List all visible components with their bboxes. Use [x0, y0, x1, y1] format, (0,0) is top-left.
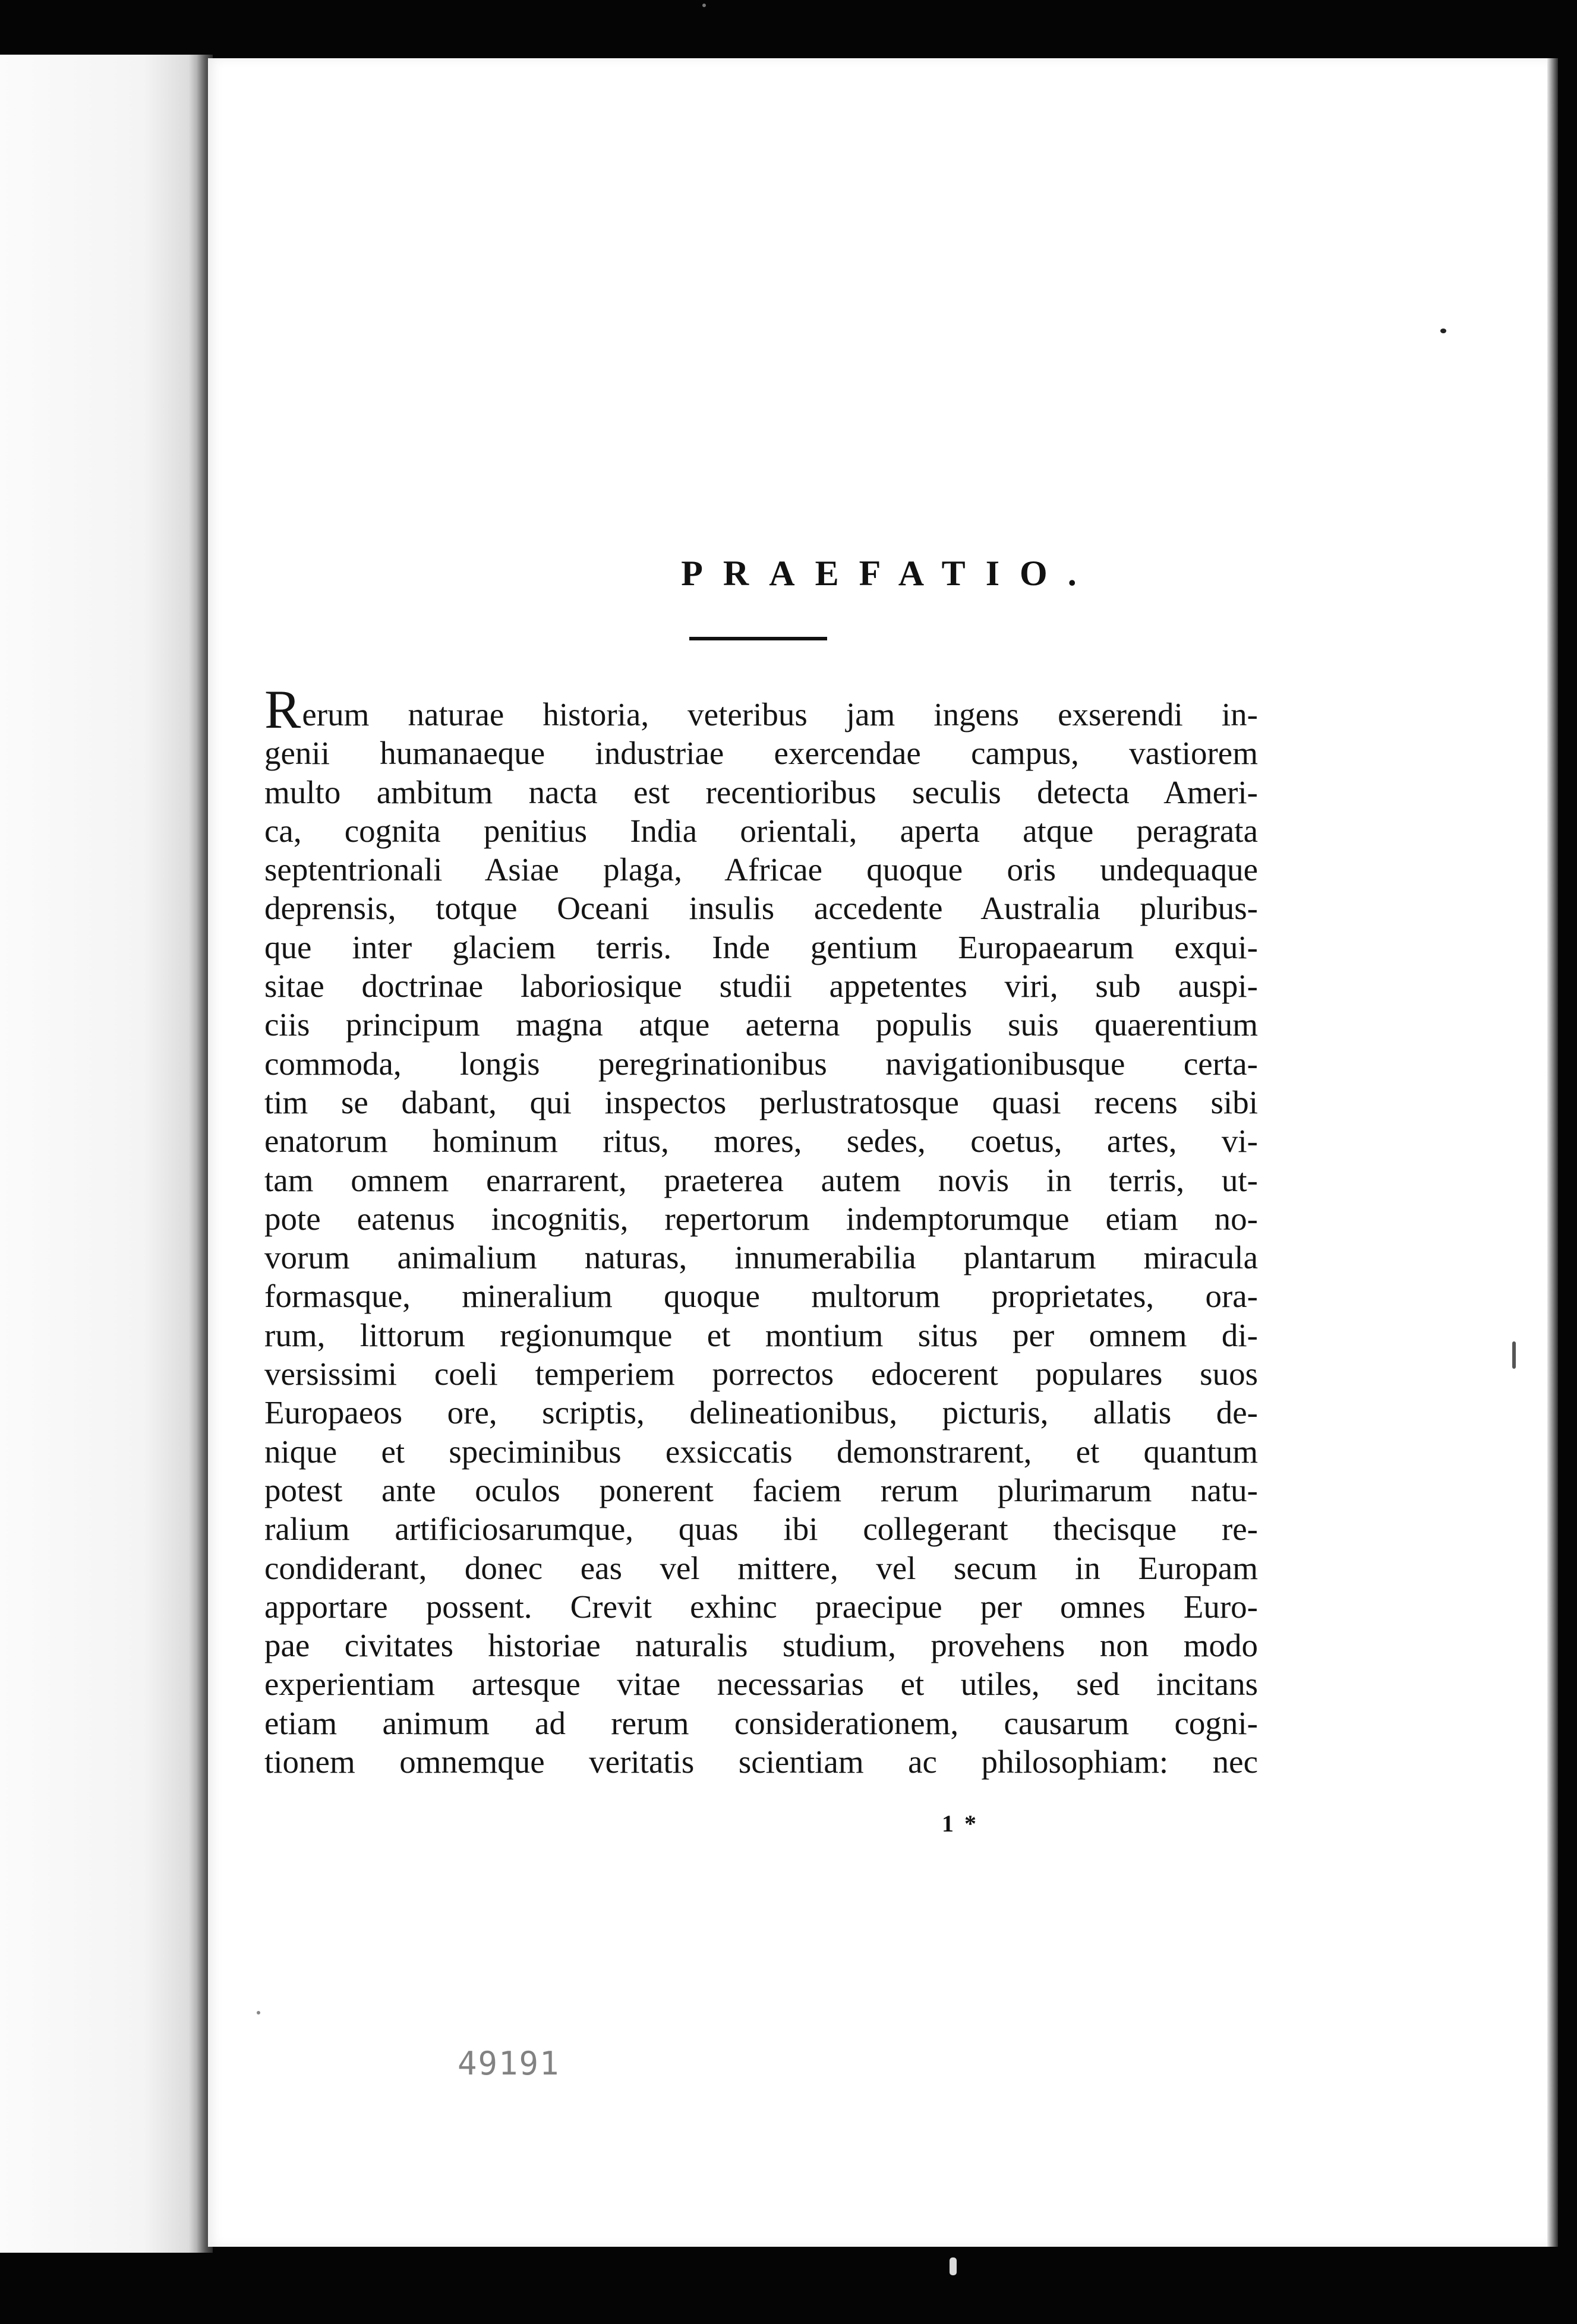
scan-speck	[702, 4, 706, 7]
text-line: rum, littorum regionumque et montium situs per omnem di-	[264, 1316, 1258, 1353]
text-line: septentrionali Asiae plaga, Africae quoque oris undequaque	[264, 851, 1258, 888]
body-text	[264, 679, 1258, 1781]
text-line: multo ambitum nacta est recentioribus seculis detecta Ameri-	[264, 773, 1258, 810]
text-line: enatorum hominum ritus, mores, sedes, coetus, artes, vi-	[264, 1123, 1258, 1160]
text-line: ciis principum magna atque aeterna populis suis quaerentium	[264, 1006, 1258, 1043]
text-line: tim se dabant, qui inspectos perlustratosque quasi recens sibi	[264, 1084, 1258, 1120]
facing-page-edge	[0, 55, 205, 2253]
library-stamp: 49191	[458, 2045, 560, 2082]
text-line: tionem omnemque veritatis scientiam ac philosophiam: nec	[264, 1744, 1258, 1780]
text-line: pote eatenus incognitis, repertorum indemptorumque etiam no-	[264, 1200, 1258, 1237]
text-line: genii humanaeque industriae exercendae campus, vastiorem	[264, 735, 1258, 772]
text-line: vorum animalium naturas, innumerabilia plantarum miracula	[264, 1239, 1258, 1276]
page-speck	[1512, 1341, 1516, 1369]
text-line: ralium artificiosarumque, quas ibi collegerant thecisque re-	[264, 1511, 1258, 1548]
signature-mark: 1 *	[942, 1810, 979, 1837]
page-right-edge	[1547, 58, 1558, 2247]
drop-cap: R	[264, 679, 301, 740]
text-line: Rerum naturae historia, veteribus jam ingens exserendi in-	[264, 679, 1258, 740]
page-speck	[1440, 329, 1446, 333]
text-line: tam omnem enarrarent, praeterea autem novis in terris, ut-	[264, 1161, 1258, 1198]
text-line: experientiam artesque vitae necessarias et utiles, sed incitans	[264, 1666, 1258, 1703]
text-line: commoda, longis peregrinationibus navigationibusque certa-	[264, 1045, 1258, 1082]
text-line: ca, cognita penitius India orientali, aperta atque peragrata	[264, 812, 1258, 849]
heading-rule	[689, 637, 827, 640]
text-line: deprensis, totque Oceani insulis accedente Australia pluribus-	[264, 890, 1258, 927]
text-line: potest ante oculos ponerent faciem rerum plurimarum natu-	[264, 1472, 1258, 1508]
page-heading: PRAEFATIO.	[681, 554, 1097, 593]
text-line: sitae doctrinae laboriosique studii appetentes viri, sub auspi-	[264, 968, 1258, 1005]
text-line: condiderant, donec eas vel mittere, vel secum in Europam	[264, 1549, 1258, 1586]
text-line: Europaeos ore, scriptis, delineationibus, picturis, allatis de-	[264, 1394, 1258, 1431]
text-line: formasque, mineralium quoque multorum proprietates, ora-	[264, 1278, 1258, 1315]
text-line: nique et speciminibus exsiccatis demonstrarent, et quantum	[264, 1433, 1258, 1470]
text-line: versissimi coeli temperiem porrectos edocerent populares suos	[264, 1356, 1258, 1392]
text-line: pae civitates historiae naturalis studium, provehens non modo	[264, 1627, 1258, 1664]
text-line: etiam animum ad rerum considerationem, causarum cogni-	[264, 1704, 1258, 1741]
page-speck	[257, 2011, 260, 2014]
text-line: apportare possent. Crevit exhinc praecipue per omnes Euro-	[264, 1588, 1258, 1625]
text-line: que inter glaciem terris. Inde gentium Europaearum exqui-	[264, 929, 1258, 965]
page-notch	[950, 2257, 957, 2275]
